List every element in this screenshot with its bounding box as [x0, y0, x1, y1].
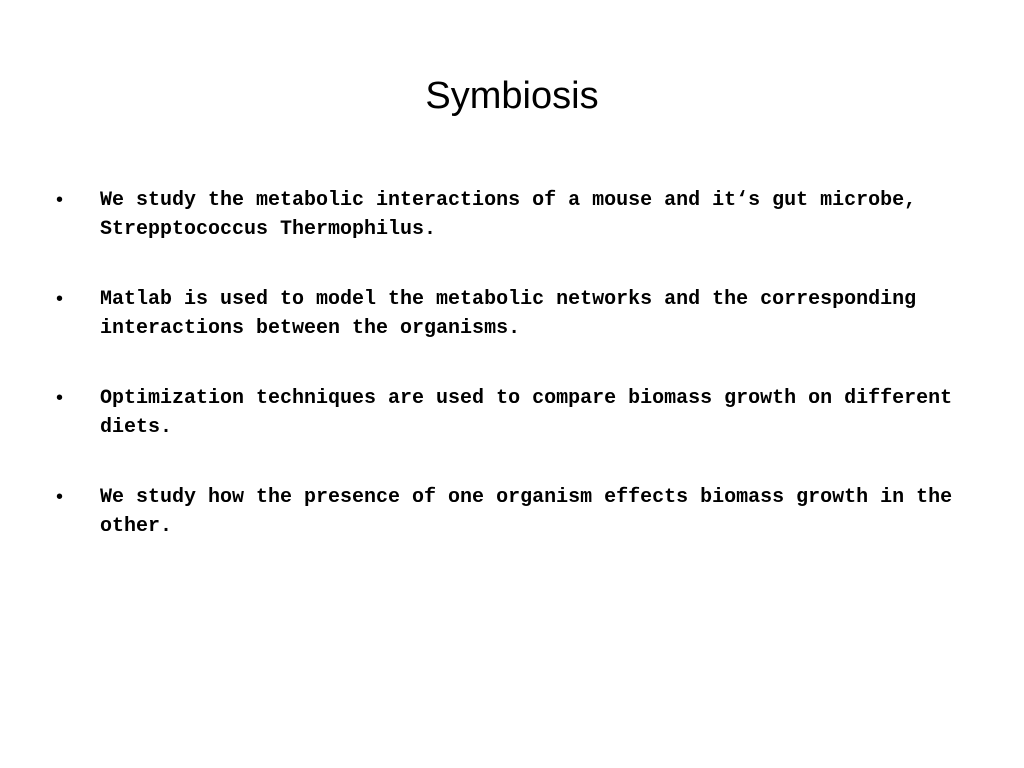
bullet-text: Optimization techniques are used to compare biomass growth on different diets. — [100, 387, 953, 439]
bullet-marker: • — [56, 288, 64, 310]
bullet-list — [56, 186, 966, 582]
bullet-text: We study the metabolic interactions of a mouse and it‘s gut microbe, Strepptococcus Thermophilus. — [100, 189, 917, 241]
bullet-text: We study how the presence of one organism effects biomass growth in the other. — [100, 486, 953, 538]
slide-title: Symbiosis — [425, 75, 599, 117]
bullet-item — [56, 483, 966, 541]
bullet-item — [56, 384, 966, 442]
bullet-text: Matlab is used to model the metabolic networks and the corresponding interactions between the organisms. — [100, 288, 917, 340]
bullet-marker: • — [56, 486, 64, 508]
bullet-item — [56, 285, 966, 343]
bullet-marker: • — [56, 387, 64, 409]
bullet-marker: • — [56, 189, 64, 211]
bullet-item — [56, 186, 966, 244]
